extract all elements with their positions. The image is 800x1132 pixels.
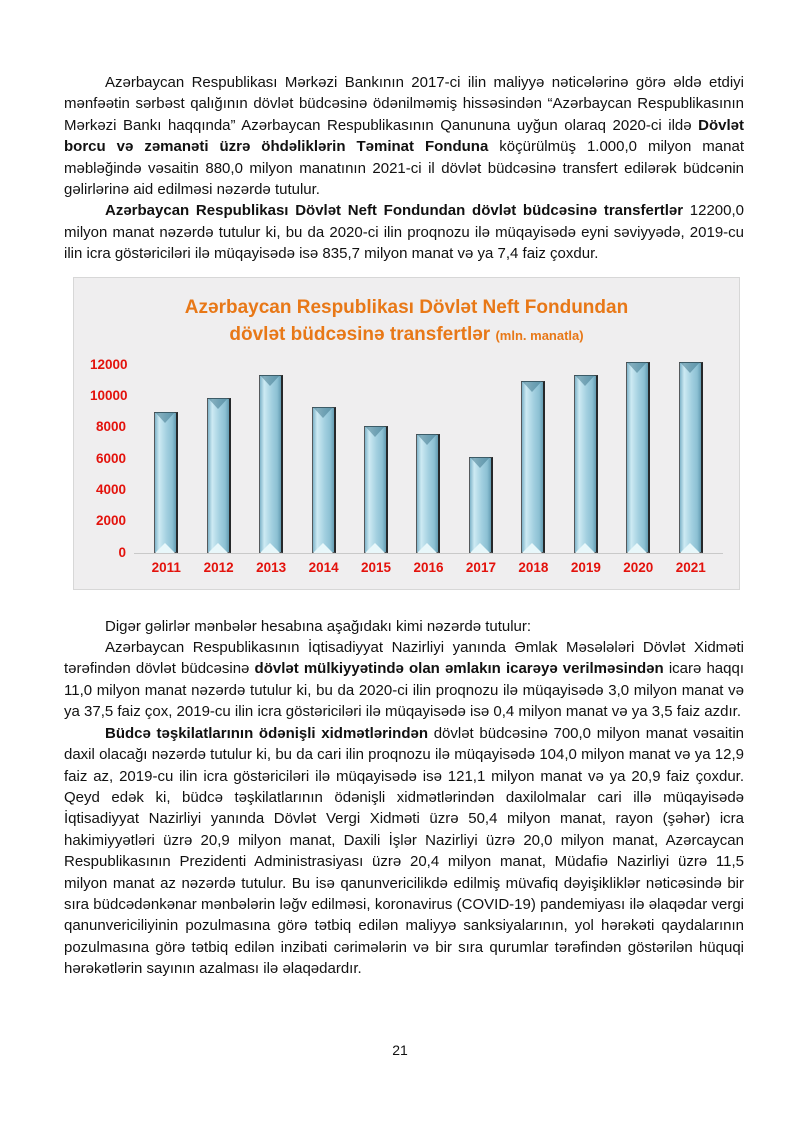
x-tick-2015: 2015: [361, 560, 392, 576]
paragraph: [64, 723, 744, 980]
text-segment: 12200,0 milyon manat nəzərdə tutulur ki, bu da 2020-ci ilin proqnozu ilə müqayisədə eyni səviyyədə, 2019-cu ilin icra göstəriciləri ilə müqayisədə isə 835,7 milyon manat və ya 7,4 faiz çoxdur.: [64, 202, 744, 263]
bar-slot-2012: [192, 398, 244, 553]
bar-2015: [364, 426, 388, 553]
bar-bevel-bottom-icon: [208, 543, 228, 553]
bar-slot-2014: [297, 407, 349, 553]
x-tick-2016: 2016: [413, 560, 444, 576]
paragraph: [64, 200, 744, 264]
x-tick-2019: 2019: [570, 560, 601, 576]
bar-2018: [521, 381, 545, 553]
x-tick-2014: 2014: [308, 560, 339, 576]
bar-2012: [207, 398, 231, 553]
bar-bevel-top-icon: [155, 412, 175, 423]
bar-slot-2020: [612, 362, 664, 553]
bar-slot-2019: [560, 375, 612, 553]
bar-bevel-top-icon: [260, 375, 280, 386]
chart-unit-note: (mln. manatla): [495, 327, 584, 343]
plot-right: [134, 358, 723, 582]
body-paragraphs: [64, 616, 744, 980]
bar-bevel-top-icon: [522, 381, 542, 392]
bar-slot-2011: [140, 412, 192, 553]
bar-bevel-bottom-icon: [575, 543, 595, 553]
text-segment-bold: Azərbaycan Respublikası Dövlət Neft Fondundan dövlət büdcəsinə transfertlər: [105, 202, 684, 220]
y-tick-2000: 2000: [95, 513, 126, 529]
text-segment-bold: Büdcə təşkilatlarının ödənişli xidmətlərindən: [105, 724, 428, 742]
chart-title: [90, 294, 723, 349]
x-tick-2011: 2011: [151, 560, 181, 576]
y-tick-12000: 12000: [90, 356, 128, 372]
bar-bevel-bottom-icon: [313, 543, 333, 553]
y-axis: [90, 357, 134, 582]
x-tick-2012: 2012: [203, 560, 234, 576]
bar-bevel-bottom-icon: [522, 543, 542, 553]
y-tick-4000: 4000: [95, 482, 126, 497]
bar-bevel-bottom-icon: [417, 543, 437, 553]
bar-slot-2018: [507, 381, 559, 553]
bar-slot-2017: [455, 457, 507, 553]
bar-slot-2013: [245, 375, 297, 553]
text-segment: icarə haqqı 11,0 milyon manat nəzərdə tutulur ki, bu da 2020-ci ilin proqnozu ilə müqayisədə 3,0 milyon manat və ya 37,5 faiz çox, 2019-cu ilin icra göstəriciləri ilə müqayisədə isə 0,4 milyon manat və ya 3,5 faiz azdır.: [64, 660, 744, 721]
intro-paragraphs: [64, 72, 744, 265]
bar-2011: [154, 412, 178, 553]
x-tick-2013: 2013: [256, 560, 287, 576]
bar-slot-2016: [402, 434, 454, 553]
page-number: 21: [392, 1042, 408, 1058]
x-tick-2018: 2018: [518, 560, 549, 576]
text-segment-bold: dövlət mülkiyyətində olan əmlakın icarəyə verilməsindən: [254, 660, 664, 678]
x-tick-2020: 2020: [623, 560, 654, 576]
x-tick-2017: 2017: [465, 560, 496, 576]
chart-title-line2: dövlət büdcəsinə transfertlər: [229, 323, 491, 345]
bar-bevel-top-icon: [365, 426, 385, 437]
bars: [134, 358, 723, 554]
bar-bevel-bottom-icon: [365, 543, 385, 553]
bar-slot-2021: [665, 362, 717, 553]
plot-area: [90, 357, 723, 582]
y-tick-0: 0: [118, 544, 126, 560]
bar-bevel-bottom-icon: [155, 543, 175, 553]
bar-bevel-top-icon: [313, 407, 333, 418]
bar-bevel-top-icon: [208, 398, 228, 409]
transfers-chart: [73, 277, 740, 590]
bar-2016: [416, 434, 440, 553]
bar-bevel-top-icon: [680, 362, 700, 373]
bar-bevel-top-icon: [470, 457, 490, 468]
bar-2019: [574, 375, 598, 553]
bar-bevel-top-icon: [417, 434, 437, 445]
x-axis: [134, 554, 723, 582]
paragraph: [64, 637, 744, 723]
bar-bevel-bottom-icon: [470, 543, 490, 553]
paragraph: [64, 616, 744, 637]
text-segment: Azərbaycan Respublikası Mərkəzi Bankının 2017-ci ilin maliyyə nəticələrinə görə əldə etdiyi mənfəətin sərbəst qalığının dövlət büdcəsinə ödənilməmiş hissəsindən “Azərbaycan Respublikasının Mərkəzi Bankı haqqında” Azərbaycan Respublikasının Qanununa uyğun olaraq 2020-ci ildə: [64, 74, 744, 134]
bar-bevel-bottom-icon: [260, 543, 280, 553]
chart-title-line1: Azərbaycan Respublikası Dövlət Neft Fondundan: [184, 296, 629, 318]
x-tick-2021: 2021: [675, 560, 706, 576]
text-segment-bold: Dövlət borcu və zəmanəti üzrə öhdəliklərin Təminat Fonduna: [64, 116, 744, 156]
bar-bevel-top-icon: [575, 375, 595, 386]
y-tick-8000: 8000: [95, 419, 126, 435]
page-content: [64, 72, 744, 980]
bar-bevel-top-icon: [627, 362, 647, 373]
bar-2020: [626, 362, 650, 553]
y-tick-10000: 10000: [90, 388, 128, 403]
bar-2013: [259, 375, 283, 553]
bar-2021: [679, 362, 703, 553]
text-segment: köçürülmüş 1.000,0 milyon manat məbləğində vəsaitin 880,0 milyon manatının 2021-ci il dövlət büdcəsinə transfert edilərək büdcənin gəlirlərinə aid edilməsi nəzərdə tutulur.: [64, 138, 744, 199]
y-tick-6000: 6000: [95, 450, 126, 466]
bar-bevel-bottom-icon: [680, 543, 700, 553]
bar-bevel-bottom-icon: [627, 543, 647, 553]
text-segment: Digər gəlirlər mənbələr hesabına aşağıdakı kimi nəzərdə tutulur:: [105, 617, 532, 635]
text-segment: Azərbaycan Respublikasının İqtisadiyyat Nazirliyi yanında Əmlak Məsələləri Dövlət Xidməti tərəfindən dövlət büdcəsinə: [64, 639, 744, 678]
bar-2017: [469, 457, 493, 553]
bar-slot-2015: [350, 426, 402, 553]
paragraph: [64, 72, 744, 200]
text-segment: dövlət büdcəsinə 700,0 milyon manat vəsaitin daxil olacağı nəzərdə tutulur ki, bu da cari ilin proqnozu ilə müqayisədə 104,0 milyon manat və ya 12,9 faiz az, 2019-cu ilin icra göstəriciləri ilə müqayisədə isə 121,1 milyon manat və ya 20,9 faiz çoxdur. Qeyd edək ki, büdcə təşkilatlarının ödənişli xidmətlərindən daxilolmalar cari illə müqayisədə İqtisadiyyat Nazirliyi yanında Dövlət Vergi Xidməti üzrə 50,4 milyon manat, rayon (şəhər) icra hakimiyyətləri üzrə 20,9 milyon manat, Daxili İşlər Nazirliyi üzrə 20,0 milyon manat, Azərcaycan Respublikasının Prezidenti Administrasiyası üzrə 20,4 milyon manat, Müdafiə Nazirliyi üzrə 11,5 milyon manat az nəzərdə tutulur. Bu isə qanunvericilikdə edilmiş müvafiq dəyişikliklər nəticəsində bir sıra büdcədənkənar mənbələrin ləğv edilməsi, koronavirus (COVID-19) pandemiyası ilə əlaqədar vergi qanunvericiliyinin pozulmasına görə tətbiq edilən maliyyə sanksiyalarının, yol hərəkəti qaydalarının pozulmasına görə tətbiq edilən inzibati cərimələrin və bir sıra qurumlar tərəfindən göstərilən hüquqi hərəkətlərin sayının azalması ilə əlaqədardır.: [64, 724, 744, 978]
bar-2014: [312, 407, 336, 553]
